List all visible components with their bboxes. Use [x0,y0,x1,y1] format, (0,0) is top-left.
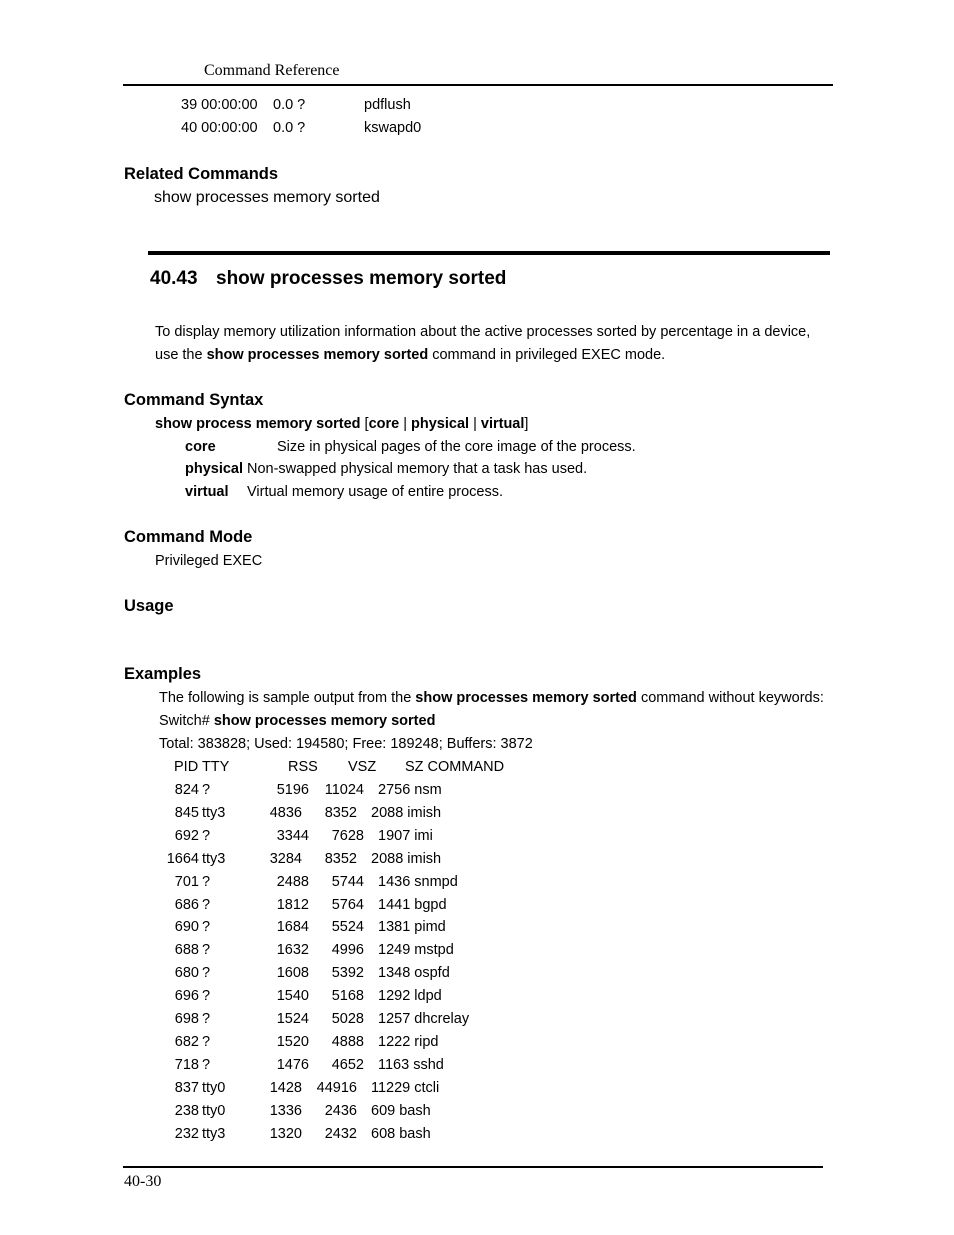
cell-rss: 1428 [269,1079,302,1096]
footer-rule [123,1166,823,1168]
cell-vsz: 7628 [331,827,364,844]
cell-sz-command: 11229 ctcli [371,1079,440,1096]
cell-pid: 232 [174,1125,199,1142]
cell-vsz: 4888 [331,1033,364,1050]
cell-rss: 1632 [276,942,309,959]
cell-pid: 682 [174,1033,199,1050]
cell-tty: ? [202,873,211,890]
cell-vsz: 44916 [316,1079,357,1096]
cell-tty: ? [202,919,211,936]
cell-vsz: 5028 [331,1011,364,1027]
table-row [0,942,954,962]
examples-intro: The following is sample output from the show processes memory sorted command without keywords: [159,690,824,706]
running-header: Command Reference [204,62,340,79]
cell-tty: ? [202,782,211,798]
table-row [0,1080,954,1100]
table-row [0,1126,954,1146]
cell-pid: 1664 [166,850,199,867]
cell-rss: 2488 [276,873,309,890]
cell-tty: tty3 [202,1125,226,1142]
example-totals: Total: 383828; Used: 194580; Free: 189248; Buffers: 3872 [159,736,533,752]
cell-vsz: 2432 [324,1125,357,1142]
cell-rss: 3284 [269,850,302,867]
table-row [0,988,954,1008]
cell-rss: 1520 [276,1033,309,1050]
cell-vsz: 8352 [324,850,357,867]
cell-rss: 1812 [276,896,309,913]
cell-rss: 1336 [269,1102,302,1119]
cell-vsz: 5744 [331,873,364,890]
cell-pid: 238 [174,1102,199,1119]
cell-tty: ? [202,965,211,982]
cell-rss: 1540 [276,988,309,1005]
cell-sz-command: 1249 mstpd [378,942,454,959]
cell-sz-command: 1257 dhcrelay [378,1011,470,1027]
cell-tty: tty3 [202,850,226,867]
cell-pid: 692 [174,827,199,844]
cell-sz-command: 2088 imish [371,850,442,867]
command-syntax-heading: Command Syntax [124,391,264,409]
cell-vsz: 5764 [331,896,364,913]
table-header: PID TTY RSS VSZ SZ COMMAND [174,759,505,775]
cell-rss: 1320 [269,1125,302,1142]
cell-sz-command: 609 bash [371,1102,431,1119]
param-name-core: core [185,439,216,455]
table-row [0,919,954,939]
cell-tty: ? [202,942,211,959]
cell-pid: 845 [174,804,199,821]
cell-rss: 1608 [276,965,309,982]
cell-pid: 696 [174,988,199,1005]
cell-vsz: 5168 [331,988,364,1005]
cell-vsz: 8352 [324,804,357,821]
cell-sz-command: 2088 imish [371,804,442,821]
cell-tty: tty3 [202,804,226,821]
table-row [0,782,954,802]
cell-tty: ? [202,1033,211,1050]
cell-sz-command: 1381 pimd [378,919,446,936]
command-mode-value: Privileged EXEC [155,553,263,569]
cell-rss: 5196 [276,782,309,798]
param-desc-virtual: Virtual memory usage of entire process. [247,484,504,500]
cell-rss: 4836 [269,804,302,821]
table-row [0,828,954,848]
param-name-virtual: virtual [185,484,229,500]
cell-rss: 1684 [276,919,309,936]
examples-heading: Examples [124,665,202,683]
table-row [0,1034,954,1054]
cell-tty: ? [202,988,211,1005]
table-row [0,1103,954,1123]
param-desc-core: Size in physical pages of the core image of the process. [277,439,636,455]
cell-sz-command: 1222 ripd [378,1033,439,1050]
usage-heading: Usage [124,597,174,615]
cell-vsz: 4652 [331,1056,364,1073]
table-row [0,965,954,985]
table-row: 39 00:00:00 0.0 ? pdflush [181,97,411,113]
cell-pid: 718 [174,1056,199,1073]
page-number: 40-30 [124,1173,162,1190]
example-prompt: Switch# show processes memory sorted [159,713,436,729]
cell-pid: 690 [174,919,199,936]
cell-vsz: 4996 [331,942,364,959]
cell-pid: 837 [174,1079,199,1096]
cell-tty: ? [202,896,211,913]
cell-tty: ? [202,827,211,844]
table-row [0,1011,954,1031]
table-row [0,897,954,917]
cell-rss: 3344 [276,827,309,844]
cell-pid: 680 [174,965,199,982]
cell-vsz: 2436 [324,1102,357,1119]
cell-sz-command: 1441 bgpd [378,896,447,913]
section-rule [148,251,830,255]
cell-sz-command: 1436 snmpd [378,873,458,890]
param-desc-physical: Non-swapped physical memory that a task has used. [247,461,588,477]
cell-sz-command: 1907 imi [378,827,433,844]
cell-pid: 701 [174,873,199,890]
cell-pid: 688 [174,942,199,959]
cell-vsz: 5524 [331,919,364,936]
cell-vsz: 5392 [331,965,364,982]
cell-sz-command: 608 bash [371,1125,431,1142]
section-title: show processes memory sorted [216,268,507,289]
cell-sz-command: 2756 nsm [378,782,442,798]
cell-sz-command: 1292 ldpd [378,988,442,1005]
cell-tty: tty0 [202,1079,226,1096]
cell-pid: 698 [174,1011,199,1027]
header-rule [123,84,833,86]
cell-rss: 1476 [276,1056,309,1073]
cell-rss: 1524 [276,1011,309,1027]
table-row: 40 00:00:00 0.0 ? kswapd0 [181,120,422,136]
cell-pid: 824 [174,782,199,798]
related-commands-heading: Related Commands [124,165,279,183]
table-row [0,805,954,825]
intro-line-2: use the show processes memory sorted command in privileged EXEC mode. [155,347,666,363]
cell-sz-command: 1348 ospfd [378,965,450,982]
table-row [0,1057,954,1077]
section-number: 40.43 [150,268,198,289]
related-command-item: show processes memory sorted [154,189,380,206]
cell-sz-command: 1163 sshd [378,1056,444,1073]
syntax-line: show process memory sorted [core | physical | virtual] [155,416,529,432]
table-row [0,874,954,894]
cell-tty: ? [202,1011,211,1027]
cell-tty: ? [202,1056,211,1073]
command-mode-heading: Command Mode [124,528,253,546]
param-name-physical: physical [185,461,244,477]
cell-vsz: 11024 [324,782,364,798]
cell-tty: tty0 [202,1102,226,1119]
cell-pid: 686 [174,896,199,913]
intro-line-1: To display memory utilization information about the active processes sorted by percentage in a device, [155,324,811,340]
table-row [0,851,954,871]
